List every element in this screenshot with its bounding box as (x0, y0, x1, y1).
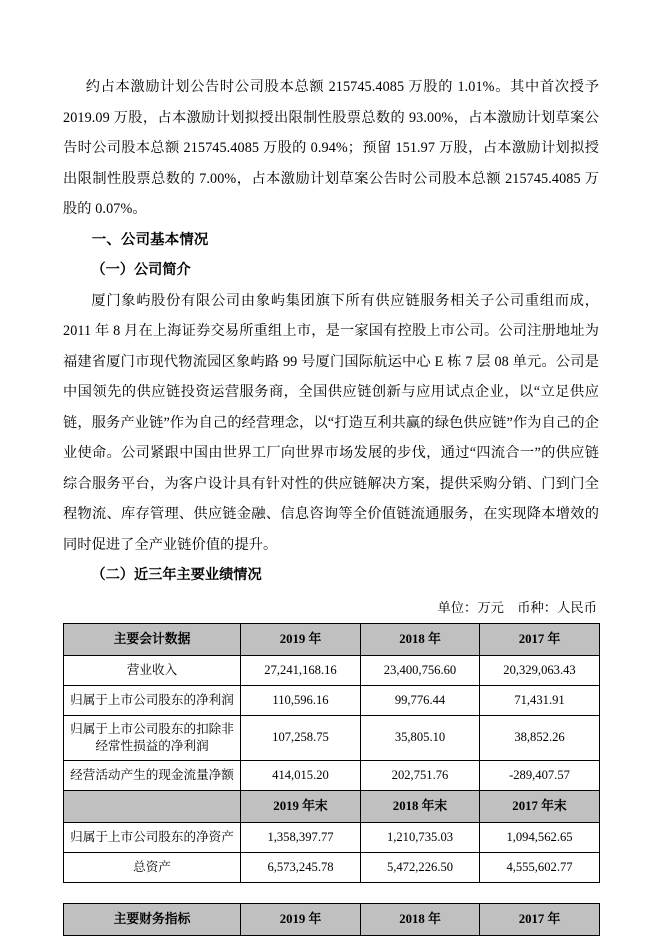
page-content (63, 72, 599, 936)
cell-deducted-net-profit-2019: 107,258.75 (241, 715, 361, 760)
cell-deducted-net-profit-2018: 35,805.10 (361, 715, 480, 760)
table-spacer (63, 883, 599, 903)
cell-operating-cash-flow-2018: 202,751.76 (361, 760, 480, 790)
header-cell-2018: 2018 年 (361, 623, 480, 655)
row-label-revenue: 营业收入 (64, 655, 241, 685)
cell-operating-cash-flow-2019: 414,015.20 (241, 760, 361, 790)
paragraph-company-intro: 厦门象屿股份有限公司由象屿集团旗下所有供应链服务相关子公司重组而成，2011 年 8 月在上海证券交易所重组上市，是一家国有控股上市公司。公司注册地址为福建省厦门市现代物流园区象屿路 99 号厦门国际航运中心 E 栋 7 层 08 单元。公司是中国领先的供应链投资运营服务商，全国供应链创新与应用试点企业，以“立足供应链，服务产业链”作为自己的经营理念，以“打造互利共赢的绿色供应链”作为自己的企业使命。公司紧跟中国由世界工厂向世界市场发展的步伐，通过“四流合一”的供应链综合服务平台，为客户设计具有针对性的供应链解决方案，提供采购分销、门到门全程物流、库存管理、供应链金融、信息咨询等全价值链流通服务，在实现降本增效的同时促进了全产业链价值的提升。 (63, 292, 599, 553)
table-row (64, 760, 600, 790)
cell-net-profit-2018: 99,776.44 (361, 685, 480, 715)
header-cell-indicator-2019: 2019 年 (241, 903, 361, 935)
cell-total-assets-2019: 6,573,245.78 (241, 852, 361, 882)
header-cell-2019-end: 2019 年末 (241, 790, 361, 822)
table-row (64, 655, 600, 685)
header-cell-indicator-2017: 2017 年 (480, 903, 600, 935)
unit-currency-note: 单位：万元 币种：人民币 (437, 599, 597, 615)
heading-company-basics: 一、公司基本情况 (91, 231, 209, 248)
table-row (64, 822, 600, 852)
row-label-net-assets: 归属于上市公司股东的净资产 (64, 822, 241, 852)
cell-revenue-2018: 23,400,756.60 (361, 655, 480, 685)
table-row (64, 715, 600, 760)
cell-net-assets-2017: 1,094,562.65 (480, 822, 600, 852)
row-label-deducted-net-profit: 归属于上市公司股东的扣除非经常性损益的净利润 (64, 715, 241, 760)
header-cell-2017: 2017 年 (480, 623, 600, 655)
row-label-net-profit: 归属于上市公司股东的净利润 (64, 685, 241, 715)
table-header-row-period-end (64, 790, 600, 822)
table-header-row (64, 623, 600, 655)
cell-net-assets-2018: 1,210,735.03 (361, 822, 480, 852)
table-row (64, 852, 600, 882)
table-header-row (64, 903, 600, 935)
cell-net-profit-2019: 110,596.16 (241, 685, 361, 715)
cell-revenue-2017: 20,329,063.43 (480, 655, 600, 685)
table-row (64, 685, 600, 715)
row-label-operating-cash-flow: 经营活动产生的现金流量净额 (64, 760, 241, 790)
header-cell-2018-end: 2018 年末 (361, 790, 480, 822)
header-cell-2019: 2019 年 (241, 623, 361, 655)
cell-net-assets-2019: 1,358,397.77 (241, 822, 361, 852)
table-main-accounting-data (63, 623, 600, 883)
cell-operating-cash-flow-2017: -289,407.57 (480, 760, 600, 790)
cell-total-assets-2017: 4,555,602.77 (480, 852, 600, 882)
header-cell-indicator-2018: 2018 年 (361, 903, 480, 935)
heading-recent-performance: （二）近三年主要业绩情况 (91, 567, 262, 583)
cell-revenue-2019: 27,241,168.16 (241, 655, 361, 685)
cell-net-profit-2017: 71,431.91 (480, 685, 600, 715)
heading-company-profile: （一）公司简介 (91, 262, 191, 278)
cell-deducted-net-profit-2017: 38,852.26 (480, 715, 600, 760)
cell-total-assets-2018: 5,472,226.50 (361, 852, 480, 882)
header-cell-2017-end: 2017 年末 (480, 790, 600, 822)
row-label-total-assets: 总资产 (64, 852, 241, 882)
header-cell-blank (64, 790, 241, 822)
header-cell-metric: 主要会计数据 (64, 623, 241, 655)
paragraph-share-allocation: 约占本激励计划公告时公司股本总额 215745.4085 万股的 1.01%。其中首次授予 2019.09 万股，占本激励计划拟授出限制性股票总数的 93.00%，占本激励计划草案公告时公司股本总额 215745.4085 万股的 0.94%；预留 151.97 万股，占本激励计划拟授出限制性股票总数的 7.00%，占本激励计划草案公告时公司股本总额 215745.4085 万股的 0.07%。 (63, 79, 599, 217)
table-main-financial-indicators (63, 903, 600, 936)
header-cell-indicator: 主要财务指标 (64, 903, 241, 935)
